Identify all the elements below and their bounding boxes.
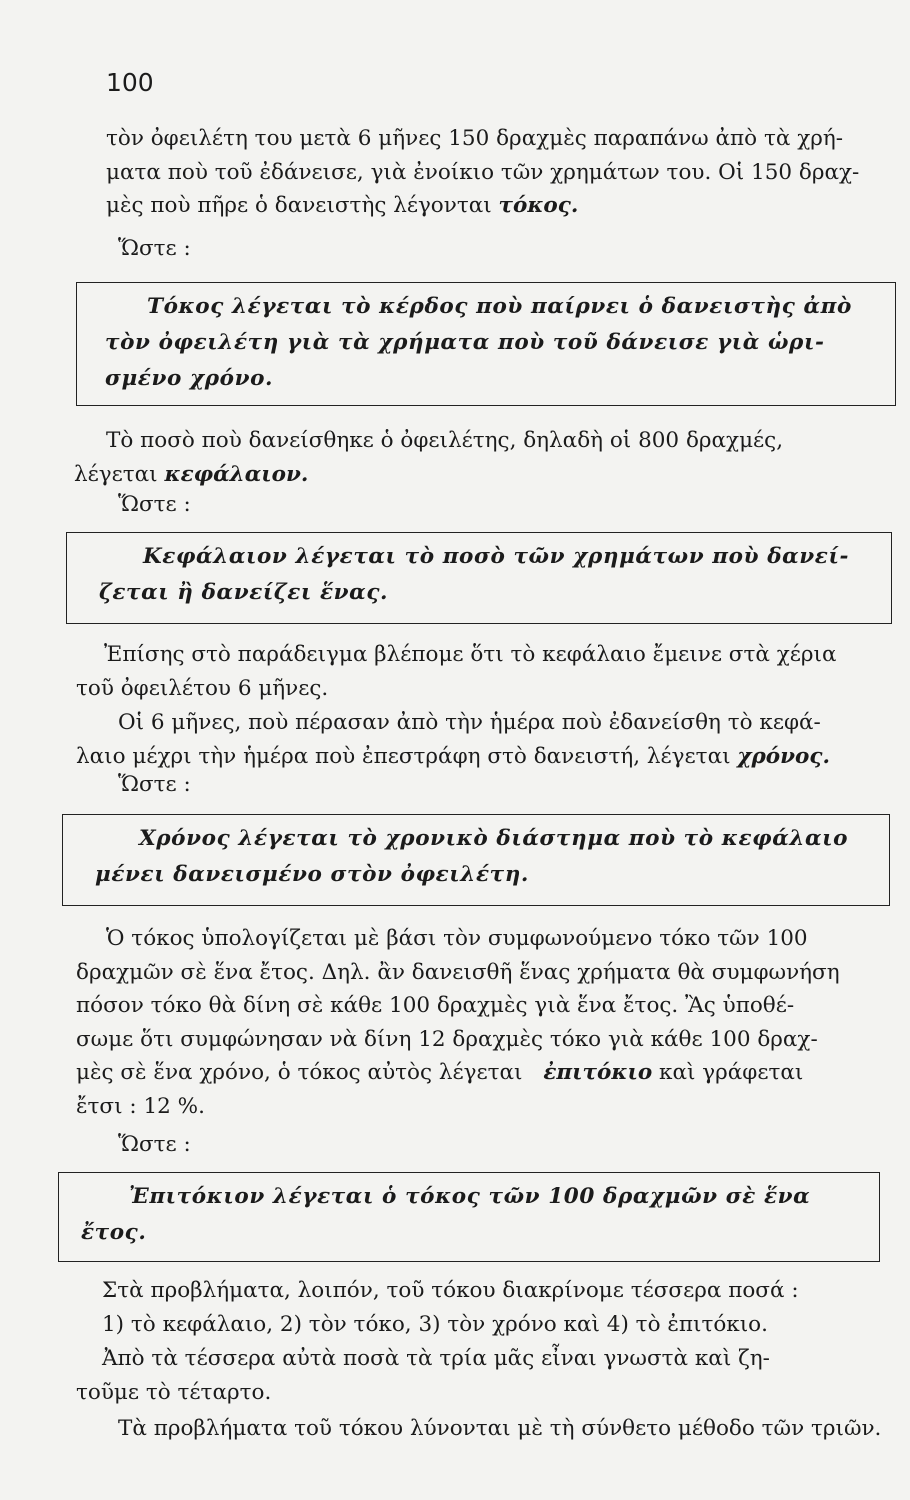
definition-text [59,1173,879,1251]
so-label: Ὥστε : [118,1132,191,1157]
paragraph-three-known [76,1342,770,1409]
definition-text [77,283,895,397]
paragraph-time-example [76,638,836,705]
definition-box-time [62,814,890,906]
text-line: ἔτσι : 12 %. [76,1093,205,1119]
text-line: τὸν ὀφειλέτη του μετὰ 6 μῆνες 150 δραχμὲς παραπάνω ἀπὸ τὰ χρή- [106,126,844,151]
text-line: σωμε ὅτι συμφώνησαν νὰ δίνη 12 δραχμὲς τόκο γιὰ κάθε 100 δραχ- [76,1026,818,1052]
text-line: τὸν ὀφειλέτη γιὰ τὰ χρήματα ποὺ τοῦ δάνεισε γιὰ ὡρι- [105,330,825,355]
text-span: μὲς σὲ ἕνα χρόνο, ὁ τόκος αὐτὸς λέγεται [76,1060,523,1085]
text-line [106,189,859,223]
text-line: ἔτος. [81,1220,147,1245]
text-line: Οἱ 6 μῆνες, ποὺ πέρασαν ἀπὸ τὴν ἡμέρα ποὺ ἐδανείσθη τὸ κεφά- [118,710,821,735]
text-line: σμένο χρόνο. [105,366,274,391]
text-line: Στὰ προβλήματα, λοιπόν, τοῦ τόκου διακρίνομε τέσσερα ποσά : [102,1278,799,1303]
paragraph-interest-rate [76,922,840,1123]
term-interest-rate: ἐπιτόκιο [543,1060,653,1085]
page-number: 100 [106,68,154,97]
text-line: Ὁ τόκος ὑπολογίζεται μὲ βάσι τὸν συμφωνούμενο τόκο τῶν 100 [106,926,808,951]
paragraph-principal [74,424,784,491]
so-label: Ὥστε : [118,492,191,517]
term-interest: τόκος. [498,193,579,218]
text-line: Ἐπιτόκιον λέγεται ὁ τόκος τῶν 100 δραχμῶν σὲ ἕνα [129,1184,811,1209]
text-line: τοῦ ὀφειλέτου 6 μῆνες. [76,675,329,701]
so-label: Ὥστε : [118,236,191,261]
paragraph-time [76,706,830,773]
text-line: Τὰ προβλήματα τοῦ τόκου λύνονται μὲ τὴ σύνθετο μέθοδο τῶν τριῶν. [118,1416,882,1441]
text-line: δραχμῶν σὲ ἕνα ἔτος. Δηλ. ἂν δανεισθῆ ἕνας χρήματα θὰ συμφωνήση [76,959,840,985]
so-label: Ὥστε : [118,772,191,797]
definition-text [67,533,891,611]
text-line: Τόκος λέγεται τὸ κέρδος ποὺ παίρνει ὁ δανειστὴς ἀπὸ [147,294,852,319]
text-line [76,740,830,774]
text-line: ζεται ἢ δανείζει ἕνας. [99,580,389,605]
text-line [76,1056,840,1090]
term-time: χρόνος. [737,743,830,769]
term-principal: κεφάλαιον. [164,461,309,487]
definition-text [63,815,889,893]
text-span: λαιο μέχρι τὴν ἡμέρα ποὺ ἐπεστράφη στὸ δανειστή, λέγεται [76,743,731,769]
text-line: ματα ποὺ τοῦ ἐδάνεισε, γιὰ ἐνοίκιο τῶν χρημάτων του. Οἱ 150 δραχ- [106,159,860,185]
definition-box-interest [76,282,896,406]
paragraph-solution-method [76,1412,881,1446]
text-line: Χρόνος λέγεται τὸ χρονικὸ διάστημα ποὺ τὸ κεφάλαιο [139,826,849,851]
paragraph-interest-example [106,122,859,223]
paragraph-four-quantities [76,1274,799,1341]
text-line: Ἀπὸ τὰ τέσσερα αὐτὰ ποσὰ τὰ τρία μᾶς εἶναι γνωστὰ καὶ ζη- [102,1346,770,1371]
text-line: Κεφάλαιον λέγεται τὸ ποσὸ τῶν χρημάτων ποὺ δανεί- [143,544,849,569]
text-line [74,458,783,492]
text-line: 1) τὸ κεφάλαιο, 2) τὸν τόκο, 3) τὸν χρόνο καὶ 4) τὸ ἐπιτόκιο. [102,1311,768,1337]
definition-box-interest-rate [58,1172,880,1262]
text-line: Ἐπίσης στὸ παράδειγμα βλέπομε ὅτι τὸ κεφάλαιο ἔμεινε στὰ χέρια [104,642,837,667]
text-span: μὲς ποὺ πῆρε ὁ δανειστὴς λέγονται [106,193,492,218]
text-line: πόσον τόκο θὰ δίνη σὲ κάθε 100 δραχμὲς γιὰ ἕνα ἔτος. Ἂς ὑποθέ- [76,993,795,1018]
text-line: Τὸ ποσὸ ποὺ δανείσθηκε ὁ ὀφειλέτης, δηλαδὴ οἱ 800 δραχμές, [106,428,784,453]
definition-box-principal [66,532,892,624]
text-line: μένει δανεισμένο στὸν ὀφειλέτη. [95,862,530,887]
text-line: τοῦμε τὸ τέταρτο. [76,1379,272,1405]
text-span: λέγεται [74,461,158,487]
text-span: καὶ γράφεται [659,1060,804,1085]
